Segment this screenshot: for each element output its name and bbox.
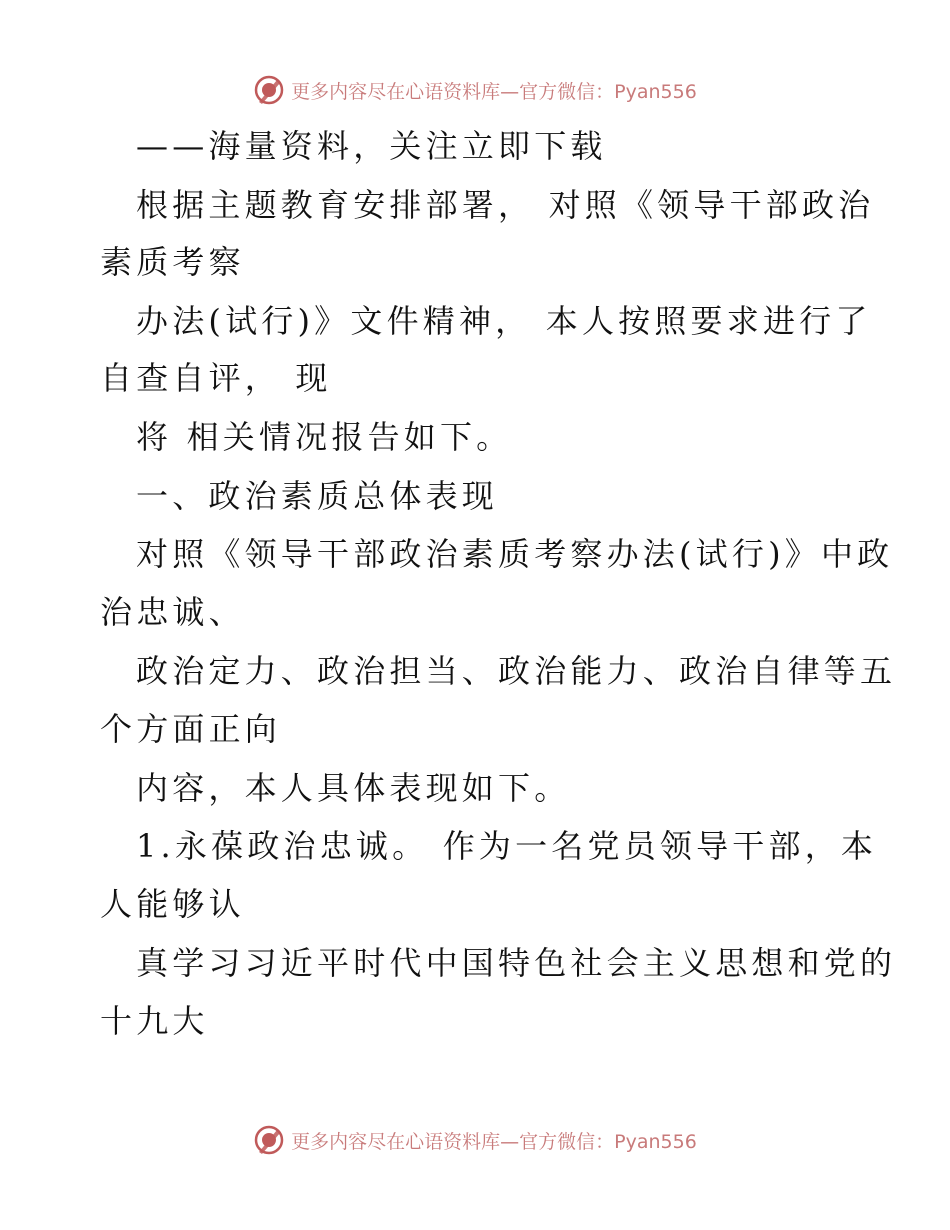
body-line: ——海量资料，关注立即下载 [136, 127, 607, 165]
body-line: 自查自评， 现 [100, 359, 332, 397]
body-line: 1.永葆政治忠诚。 作为一名党员领导干部，本 [136, 827, 878, 865]
body-line: 人能够认 [100, 885, 245, 923]
pen-logo-icon [253, 74, 285, 106]
body-line: 政治定力、政治担当、政治能力、政治自律等五 [136, 652, 897, 690]
watermark-banner-top [0, 70, 950, 110]
body-line: 办法(试行)》文件精神， 本人按照要求进行了 [136, 302, 872, 340]
body-line: 个方面正向 [100, 710, 282, 748]
body-line: 素质考察 [100, 243, 245, 281]
body-line: 真学习习近平时代中国特色社会主义思想和党的 [136, 944, 897, 982]
body-line: 治忠诚、 [100, 593, 245, 631]
body-line: 对照《领导干部政治素质考察办法(试行)》中政 [136, 535, 894, 573]
watermark-banner-bottom [0, 1120, 950, 1160]
body-line: 十九大 [100, 1002, 209, 1040]
watermark-text: 更多内容尽在心语资料库—官方微信：Pyan556 [291, 80, 697, 103]
pen-logo-icon [253, 1124, 285, 1156]
body-line: 根据主题教育安排部署， 对照《领导干部政治 [136, 186, 875, 224]
body-line: 内容，本人具体表现如下。 [136, 769, 571, 807]
body-line: 将 相关情况报告如下。 [136, 418, 513, 456]
watermark-text: 更多内容尽在心语资料库—官方微信：Pyan556 [291, 1130, 697, 1153]
section-heading: 一、政治素质总体表现 [136, 477, 499, 515]
